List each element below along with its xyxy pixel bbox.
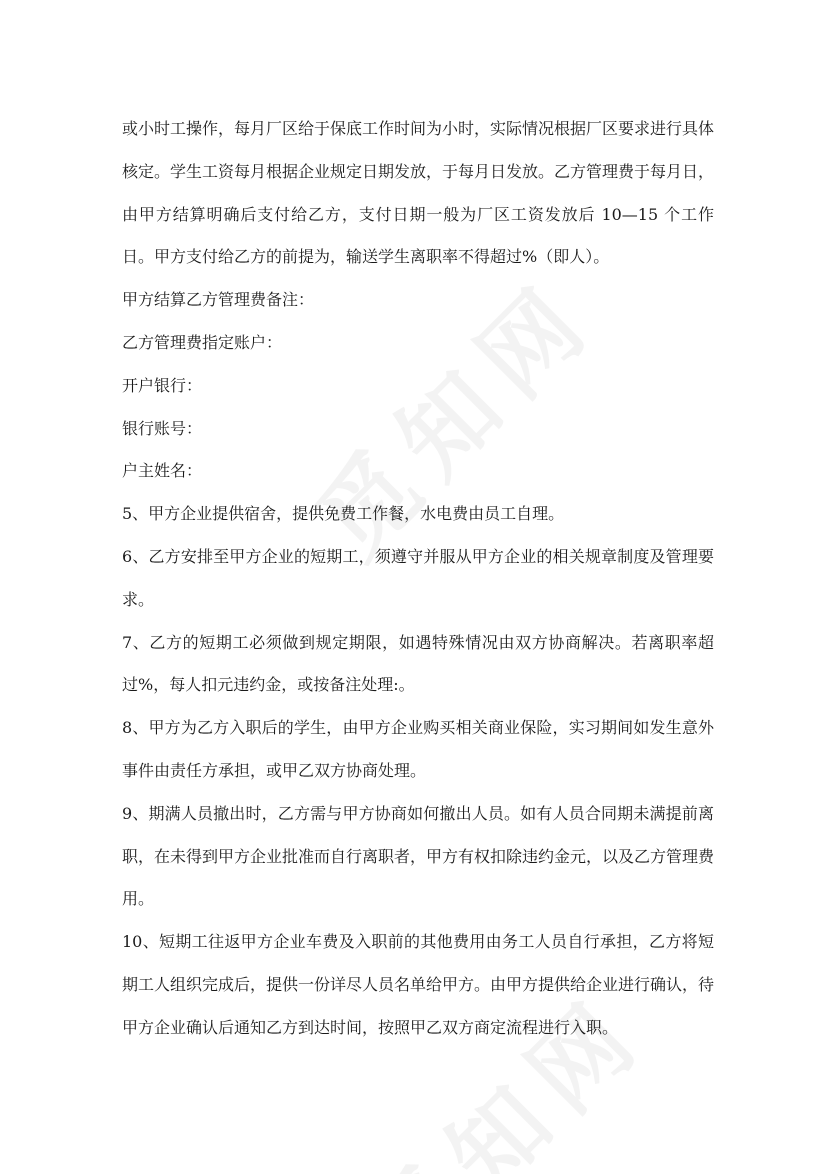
paragraph-item-10: 10、短期工往返甲方企业车费及入职前的其他费用由务工人员自行承担，乙方将短期工人组织完成后，提供一份详尽人员名单给甲方。由甲方提供给企业进行确认，待甲方企业确认后通知乙方到达时间，按照甲乙双方商定流程进行入职。: [122, 932, 715, 1037]
paragraph-bank: 开户银行：: [122, 375, 203, 395]
paragraph-item-5: 5、甲方企业提供宿舍，提供免费工作餐，水电费由员工自理。: [122, 504, 565, 524]
paragraph-item-6: 6、乙方安排至甲方企业的短期工，须遵守并服从甲方企业的相关规章制度及管理要求。: [122, 546, 714, 609]
paragraph-account-number: 银行账号：: [122, 418, 203, 438]
paragraph-item-9: 9、期满人员撤出时，乙方需与甲方协商如何撤出人员。如有人员合同期未满提前离职，在未得到甲方企业批准而自行离职者，甲方有权扣除违约金元，以及乙方管理费用。: [122, 803, 715, 909]
document-body: [122, 108, 714, 1050]
paragraph-fee-remark: 甲方结算乙方管理费备注：: [122, 290, 315, 310]
paragraph-account-holder: 户主姓名：: [122, 461, 203, 481]
paragraph-item-8: 8、甲方为乙方入职后的学生，由甲方企业购买相关商业保险，实习期间如发生意外事件由责任方承担，或甲乙双方协商处理。: [122, 718, 714, 780]
paragraph-salary-terms: 或小时工操作，每月厂区给于保底工作时间为小时，实际情况根据厂区要求进行具体核定。学生工资每月根据企业规定日期发放，于每月日发放。乙方管理费于每月日，由甲方结算明确后支付给乙方，支付日期一般为厂区工资发放后 10—15 个工作日。甲方支付给乙方的前提为，输送学生离职率不得超过%（即人）。: [122, 119, 715, 267]
paragraph-account: 乙方管理费指定账户：: [122, 332, 283, 352]
paragraph-item-7: 7、乙方的短期工必须做到规定期限，如遇特殊情况由双方协商解决。若离职率超过%，每人扣元违约金，或按备注处理:。: [122, 632, 714, 695]
